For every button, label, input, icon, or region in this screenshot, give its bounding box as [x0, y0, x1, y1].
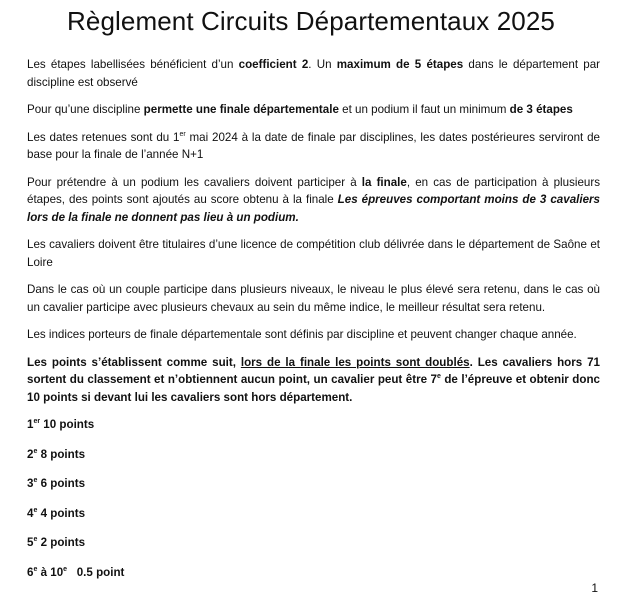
- points-item: [27, 505, 600, 523]
- paragraph-points-rules: [27, 354, 600, 407]
- rank: 3: [27, 477, 34, 490]
- points-value: 2 points: [37, 536, 86, 549]
- text-run: Pour prétendre à un podium les cavaliers doivent participer à: [27, 175, 362, 189]
- rank: 2: [27, 447, 34, 461]
- text-run: . Les cavaliers hors 71 sortent du classement et n’obtiennent aucun point, un cavalier peut être 7: [27, 355, 600, 386]
- text-run: Pour qu’une discipline: [27, 103, 144, 116]
- text-run: Les dates retenues sont du 1: [27, 130, 180, 144]
- paragraph-levels: Dans le cas où un couple participe dans plusieurs niveaux, le niveau le plus élevé sera retenu, dans le cas où un cavalier participe avec plusieurs chevaux au sein du même indice, le meilleur résultat sera retenu.: [27, 283, 600, 314]
- paragraph-dates: [27, 129, 600, 164]
- text-run: de l’épreuve et obtenir donc 10 points si devant lui les cavaliers sont hors département.: [27, 373, 600, 404]
- superscript: e: [33, 565, 38, 573]
- points-value: 4 points: [37, 506, 86, 520]
- text-run: , en cas de participation à plusieurs étapes, des points sont ajoutés au score obtenu à la finale: [27, 175, 600, 206]
- finale-emphasis: la finale: [361, 175, 407, 189]
- text-run: dans le département par discipline est observé: [27, 58, 601, 89]
- points-item-range: [27, 564, 600, 582]
- text-run: Les points s’établissent comme suit,: [27, 355, 241, 369]
- page-number: 1: [591, 581, 598, 595]
- finale-doubled-emphasis: lors de la finale les points sont doublés: [240, 355, 470, 369]
- text-run: . Un: [308, 58, 337, 71]
- podium-warning: Les épreuves comportant moins de 3 cavaliers lors de la finale ne donnent pas lieu à un podium.: [27, 193, 600, 224]
- rank: 6: [27, 565, 34, 579]
- superscript: er: [179, 130, 186, 138]
- superscript: e: [63, 565, 68, 573]
- rank-range: à 10: [37, 565, 64, 579]
- points-value: 10 points: [40, 418, 95, 431]
- points-item: [27, 475, 600, 493]
- page-title: Règlement Circuits Départementaux 2025: [67, 6, 555, 36]
- document-body: [27, 56, 600, 593]
- paragraph-minimum-stages: [27, 101, 600, 119]
- points-item: [27, 416, 600, 434]
- points-value: 8 points: [37, 447, 86, 461]
- paragraph-indices: Les indices porteurs de finale départementale sont définis par discipline et peuvent changer chaque année.: [27, 328, 577, 341]
- points-item: [27, 534, 600, 552]
- superscript: e: [33, 447, 38, 455]
- paragraph-licence: Les cavaliers doivent être titulaires d’une licence de compétition club délivrée dans le département de Saône et Loire: [27, 238, 600, 269]
- finale-emphasis: permette une finale départementale: [143, 103, 339, 116]
- text-run: Les étapes labellisées bénéficient d’un: [27, 58, 239, 71]
- superscript: e: [33, 477, 38, 485]
- paragraph-podium: [27, 174, 600, 227]
- maximum-emphasis: maximum de 5 étapes: [336, 58, 464, 71]
- rank: 1: [27, 418, 34, 431]
- rank: 5: [27, 536, 34, 549]
- points-list: [27, 416, 600, 581]
- superscript: e: [33, 506, 38, 514]
- text-run: mai 2024 à la date de finale par disciplines, les dates postérieures serviront de base pour la finale de l’année N+1: [27, 130, 600, 161]
- paragraph-coefficient: [27, 56, 600, 91]
- text-run: et un podium il faut un minimum: [338, 103, 510, 116]
- points-value: 6 points: [37, 477, 86, 490]
- superscript: e: [436, 373, 441, 381]
- points-item: [27, 446, 600, 464]
- superscript: e: [33, 536, 38, 544]
- coefficient-emphasis: coefficient 2: [238, 58, 309, 71]
- rank: 4: [27, 506, 34, 520]
- minimum-emphasis: de 3 étapes: [509, 103, 573, 116]
- superscript: er: [33, 418, 41, 426]
- points-value: 0.5 point: [67, 565, 125, 579]
